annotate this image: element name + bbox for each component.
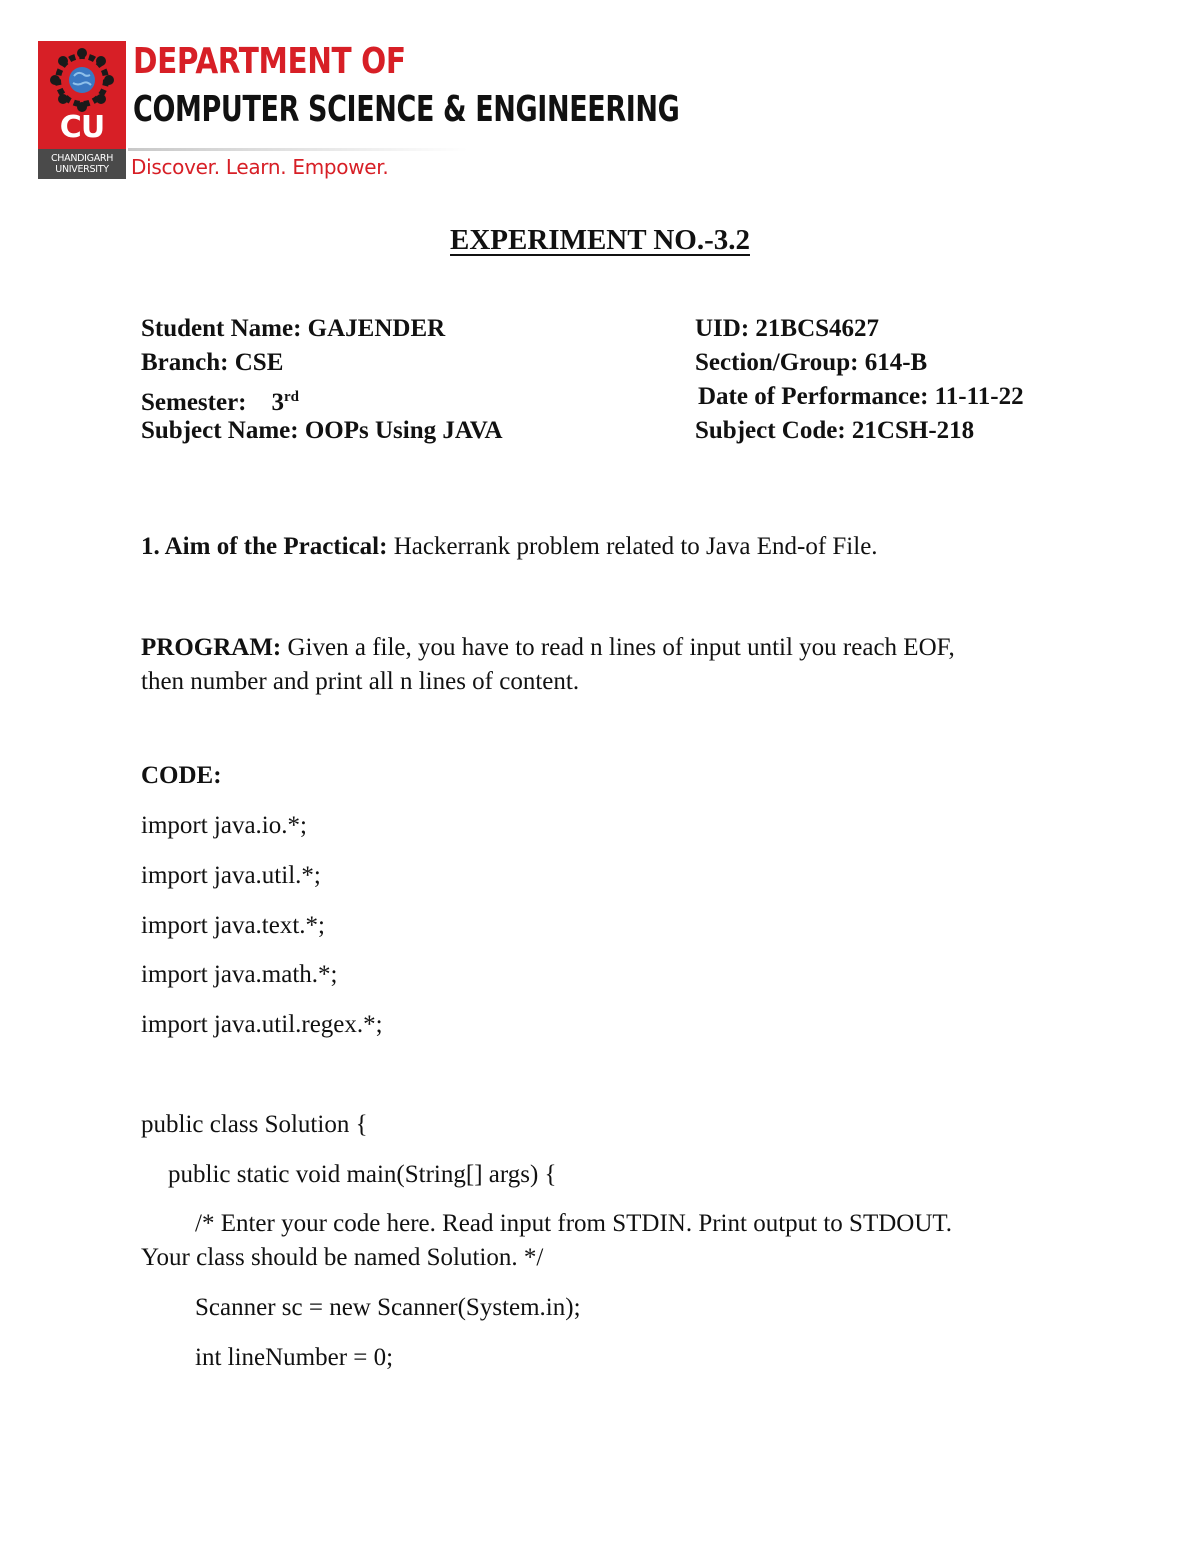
code-label: CODE:	[141, 762, 222, 789]
logo-footer-line2: UNIVERSITY	[55, 164, 109, 175]
tagline: Discover. Learn. Empower.	[131, 155, 389, 179]
program-text-line1: Given a file, you have to read n lines of input until you reach EOF,	[281, 634, 955, 661]
date-of-performance: Date of Performance: 11-11-22	[698, 383, 1024, 410]
branch: Branch: CSE	[141, 349, 284, 376]
code-line: int lineNumber = 0;	[195, 1344, 394, 1371]
code-line: public class Solution {	[141, 1111, 368, 1138]
code-line: import java.text.*;	[141, 912, 325, 939]
department-name: COMPUTER SCIENCE & ENGINEERING	[133, 89, 680, 130]
code-line: Scanner sc = new Scanner(System.in);	[195, 1294, 581, 1321]
program-label: PROGRAM:	[141, 634, 282, 661]
aim-label: 1. Aim of the Practical:	[141, 533, 388, 560]
subject-code: Subject Code: 21CSH-218	[695, 417, 975, 444]
code-line: /* Enter your code here. Read input from STDIN. Print output to STDOUT.	[195, 1210, 953, 1237]
subject-name: Subject Name: OOPs Using JAVA	[141, 417, 503, 444]
student-name: Student Name: GAJENDER	[141, 315, 446, 342]
page-title	[0, 222, 1200, 258]
aim-paragraph	[141, 530, 878, 564]
code-line: import java.math.*;	[141, 961, 338, 988]
program-paragraph-line1	[141, 631, 955, 665]
gear-globe-icon	[47, 45, 117, 115]
code-line: Your class should be named Solution. */	[141, 1244, 544, 1271]
logo-initials: CU	[59, 110, 105, 145]
aim-text: Hackerrank problem related to Java End-of File.	[387, 533, 878, 560]
logo-footer	[38, 149, 126, 179]
semester-value: 3	[271, 389, 284, 416]
logo-footer-line1: CHANDIGARH	[50, 153, 114, 164]
student-info-left	[141, 312, 503, 448]
student-info-right	[695, 312, 1024, 448]
semester-suffix: rd	[284, 389, 299, 405]
university-logo	[38, 41, 126, 179]
code-line: import java.util.regex.*;	[141, 1011, 383, 1038]
section-group: Section/Group: 614-B	[695, 349, 928, 376]
program-text-line2: then number and print all n lines of content.	[141, 668, 580, 695]
department-heading: DEPARTMENT OF	[133, 41, 406, 82]
semester-label: Semester:	[141, 389, 247, 416]
experiment-title: EXPERIMENT NO.-3.2	[450, 224, 750, 256]
code-line: public static void main(String[] args) {	[168, 1161, 557, 1188]
uid: UID: 21BCS4627	[695, 315, 880, 342]
code-line: import java.util.*;	[141, 862, 321, 889]
code-line: import java.io.*;	[141, 812, 307, 839]
tagline-divider	[128, 148, 468, 151]
semester	[141, 380, 503, 414]
